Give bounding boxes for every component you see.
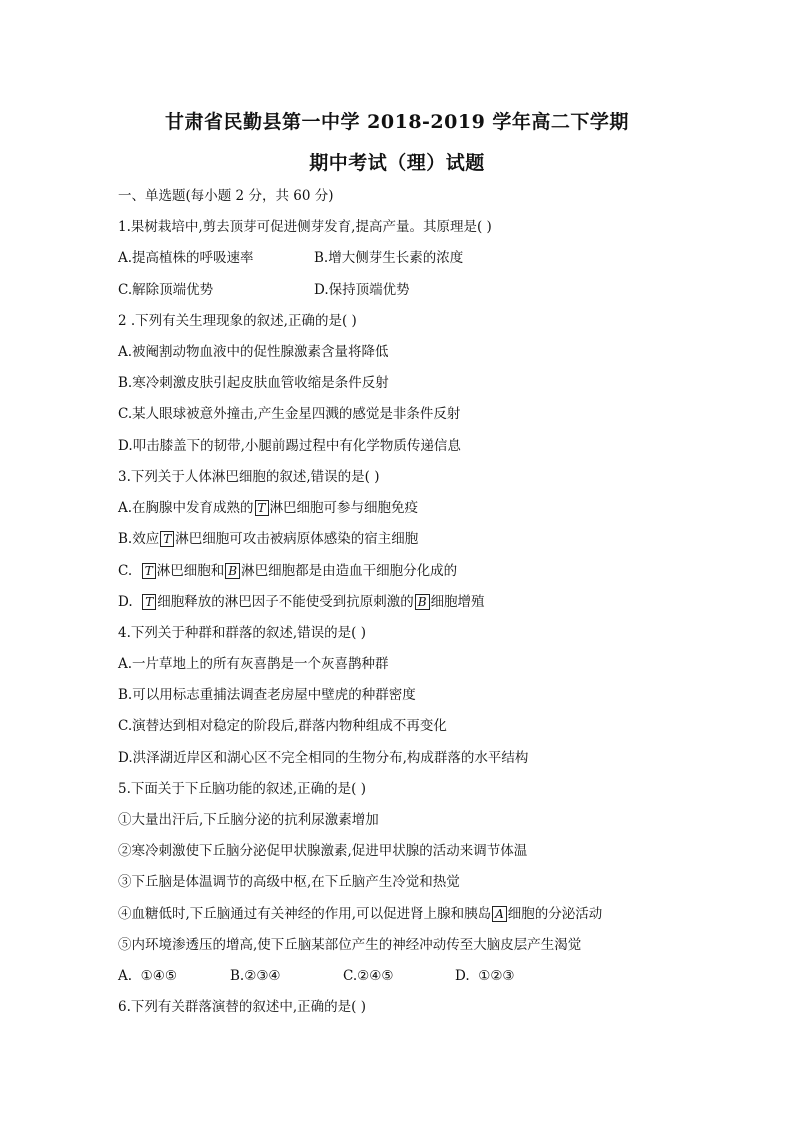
- q3-option-a-text-2: 淋巴细胞可参与细胞免疫: [269, 500, 419, 516]
- q5-statement-1: ①大量出汗后,下丘脑分泌的抗利尿激素增加: [118, 812, 379, 828]
- q5-statement-4-text-2: 细胞的分泌活动: [507, 906, 603, 922]
- question-5-stem: 5.下面关于下丘脑功能的叙述,正确的是( ): [118, 781, 366, 797]
- question-6-stem: 6.下列有关群落演替的叙述中,正确的是( ): [118, 999, 366, 1015]
- document-title: 甘肃省民勤县第一中学 2018-2019 学年高二下学期: [165, 111, 629, 133]
- q3-option-d-text-2: 细胞释放的淋巴因子不能使受到抗原刺激的: [157, 594, 414, 610]
- q5-statement-3: ③下丘脑是体温调节的高级中枢,在下丘脑产生冷觉和热觉: [118, 874, 460, 890]
- q1-option-a: A.提高植株的呼吸速率: [118, 250, 254, 266]
- q3-option-b-text-2: 淋巴细胞可攻击被病原体感染的宿主细胞: [175, 531, 419, 547]
- q3-option-c-text-2: 淋巴细胞和: [156, 563, 225, 579]
- q4-option-b: B.可以用标志重捕法调查老房屋中壁虎的种群密度: [118, 687, 416, 703]
- t-symbol: T: [160, 531, 174, 547]
- section-heading: 一、单选题(每小题 2 分，共 60 分): [118, 188, 334, 204]
- q3-option-d-text-3: 细胞增殖: [430, 594, 485, 610]
- q5-option-c: C.②④⑤: [343, 968, 394, 984]
- a-symbol: A: [492, 906, 507, 922]
- question-2-stem: 2 .下列有关生理现象的叙述,正确的是( ): [118, 313, 357, 329]
- q2-option-d: D.叩击膝盖下的韧带,小腿前踢过程中有化学物质传递信息: [118, 438, 461, 454]
- q5-statement-4: [118, 905, 602, 923]
- q5-statement-5: ⑤内环境渗透压的增高,使下丘脑某部位产生的神经冲动传至大脑皮层产生渴觉: [118, 937, 582, 953]
- b-symbol: B: [225, 563, 240, 579]
- q1-option-c: C.解除顶端优势: [118, 282, 214, 298]
- q5-option-b: B.②③④: [230, 968, 281, 984]
- question-3-stem: 3.下列关于人体淋巴细胞的叙述,错误的是( ): [118, 469, 380, 485]
- t-symbol: T: [142, 594, 156, 610]
- q1-option-d: D.保持顶端优势: [314, 282, 410, 298]
- q3-option-b: [118, 530, 418, 548]
- q3-option-a-text: A.在胸腺中发育成熟的: [118, 500, 254, 516]
- q2-option-b: B.寒冷刺激皮肤引起皮肤血管收缩是条件反射: [118, 375, 389, 391]
- q5-statement-2: ②寒冷刺激使下丘脑分泌促甲状腺激素,促进甲状腺的活动来调节体温: [118, 843, 528, 859]
- q3-option-b-text: B.效应: [118, 531, 160, 547]
- t-symbol: T: [255, 500, 269, 516]
- q3-option-d: [118, 593, 485, 611]
- q5-option-d: D. ①②③: [455, 968, 515, 984]
- q3-option-a: [118, 499, 418, 517]
- t-symbol: T: [142, 563, 156, 579]
- q5-option-a: A. ①④⑤: [118, 968, 177, 984]
- q3-option-d-text: D.: [118, 594, 142, 610]
- q2-option-a: A.被阉割动物血液中的促性腺激素含量将降低: [118, 344, 389, 360]
- q4-option-c: C.演替达到相对稳定的阶段后,群落内物种组成不再变化: [118, 718, 447, 734]
- q4-option-a: A.一片草地上的所有灰喜鹊是一个灰喜鹊种群: [118, 656, 389, 672]
- question-4-stem: 4.下列关于种群和群落的叙述,错误的是( ): [118, 625, 366, 641]
- q1-option-b: B.增大侧芽生长素的浓度: [314, 250, 464, 266]
- q5-statement-4-text: ④血糖低时,下丘脑通过有关神经的作用,可以促进肾上腺和胰岛: [118, 906, 492, 922]
- question-1-stem: 1.果树栽培中,剪去顶芽可促进侧芽发育,提高产量。其原理是( ): [118, 219, 492, 235]
- q3-option-c-text-3: 淋巴细胞都是由造血干细胞分化成的: [241, 563, 458, 579]
- q4-option-d: D.洪泽湖近岸区和湖心区不完全相同的生物分布,构成群落的水平结构: [118, 750, 529, 766]
- document-subtitle: 期中考试（理）试题: [309, 152, 485, 174]
- q3-option-c: [118, 562, 457, 580]
- b-symbol: B: [415, 594, 430, 610]
- q3-option-c-text: C.: [118, 563, 141, 579]
- q2-option-c: C.某人眼球被意外撞击,产生金星四溅的感觉是非条件反射: [118, 406, 461, 422]
